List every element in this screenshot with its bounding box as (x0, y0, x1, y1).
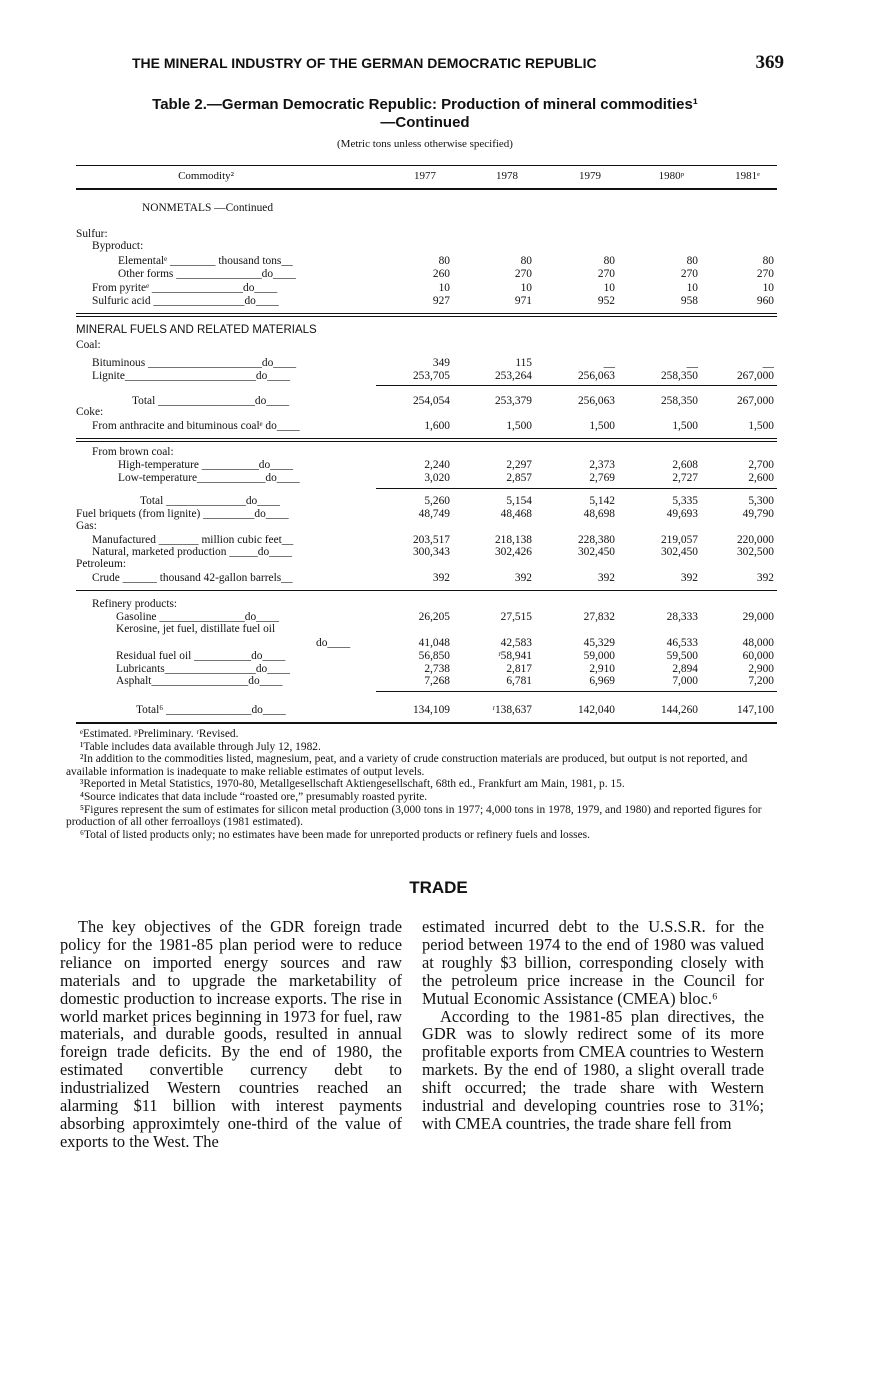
sum-line (376, 691, 777, 692)
table-row: Sulfuric acid ________________do____ 927 971 952 958 960 (92, 295, 774, 307)
column-header-1980: 1980ᵖ (658, 170, 684, 182)
running-title: THE MINERAL INDUSTRY OF THE GERMAN DEMOCRATIC REPUBLIC (132, 55, 597, 71)
table-row: Lubricants________________do____ 2,738 2,817 2,910 2,894 2,900 (116, 663, 774, 675)
footnote: ²In addition to the commodities listed, magnesium, peat, and a variety of crude construction materials are produced, but output is not reported, and available information is inadequate to make reliable estimates of output levels. (66, 753, 748, 778)
table-row: Residual fuel oil __________do____ 56,850 ʳ58,941 59,000 59,500 60,000 (116, 650, 774, 662)
sum-line (376, 488, 777, 489)
table-row: Fuel briquets (from lignite) _________do____ 48,749 48,468 48,698 49,693 49,790 (76, 508, 774, 520)
body-paragraph: The key objectives of the GDR foreign trade policy for the 1981-85 plan period were to reduce reliance on imported energy sources and raw materials and to upgrade the marketability of domestic production to increase exports. The rise in world market prices beginning in 1973 for fuel, raw materials, and durable goods, resulted in annual foreign trade deficits. By the end of 1980, the estimated convertible currency debt to industrialized Western countries reached an alarming $11 billion with interest payments absorbing approximtely one-third of the value of exports to the West. The (60, 917, 402, 1151)
table-row: NONMETALS —Continued (142, 202, 274, 214)
table-row: Low-temperature____________do____ 3,020 2,857 2,769 2,727 2,600 (118, 472, 774, 484)
table-bottom-rule (76, 722, 777, 724)
table-row: Sulfur: (76, 228, 108, 240)
section-divider (76, 590, 777, 591)
table-column-header (76, 170, 777, 186)
table-row: Crude ______ thousand 42-gallon barrels__ 392 392 392 392 392 (92, 572, 774, 584)
table-row: Total⁶ _______________do____ 134,109 ʳ138,637 142,040 144,260 147,100 (136, 704, 774, 716)
table-row: From pyriteᵉ ________________do____ 10 10 10 10 10 (92, 282, 774, 294)
body-column-left (60, 918, 402, 1151)
footnote: ³Reported in Metal Statistics, 1970-80, Metallgesellschaft Aktiengesellschaft, 68th ed., Frankfurt am Main, 1981, p. 15. (80, 778, 625, 791)
table-row: Gasoline _______________do____ 26,205 27,515 27,832 28,333 29,000 (116, 611, 774, 623)
table-row: Lignite_______________________do____ 253,705 253,264 256,063 258,350 267,000 (92, 370, 774, 382)
table-row: Asphalt_________________do____ 7,268 6,781 6,969 7,000 7,200 (116, 675, 774, 687)
page-number: 369 (755, 52, 784, 73)
table-row: Kerosine, jet fuel, distillate fuel oil (116, 623, 276, 635)
body-paragraph: According to the 1981-85 plan directives, the GDR was to slowly redirect some of its more profitable exports from CMEA countries to Western markets. By the end of 1980, a slight overall trade shift occurred; the trade share with Western industrial and developing countries rose to 31%; with CMEA countries, the trade share fell from (422, 1006, 764, 1133)
table-footnotes (66, 728, 778, 841)
section-heading-trade: TRADE (409, 878, 468, 897)
section-divider (76, 316, 777, 317)
section-divider (76, 441, 777, 442)
body-column-right (422, 918, 764, 1133)
table-row: Manufactured _______ million cubic feet__ 203,517 218,138 228,380 219,057 220,000 (92, 534, 774, 546)
table-top-rule (76, 165, 777, 166)
running-head (132, 52, 784, 74)
table-header-rule (76, 188, 777, 190)
table-row: Coke: (76, 406, 104, 418)
column-header-1981: 1981ᵉ (735, 170, 760, 182)
table-row: Total _________________do____ 254,054 253,379 256,063 258,350 267,000 (132, 395, 774, 407)
table-row: From anthracite and bituminous coalᵉ do____ 1,600 1,500 1,500 1,500 1,500 (92, 420, 774, 432)
table-row: Total ______________do____ 5,260 5,154 5,142 5,335 5,300 (140, 495, 774, 507)
table-row: Gas: (76, 520, 97, 532)
table-row: Bituminous ____________________do____ 349 115 __ __ __ (92, 357, 774, 369)
body-paragraph: estimated incurred debt to the U.S.S.R. for the period between 1974 to the end of 1980 was valued at roughly $3 billion, corresponding closely with the petroleum price increase in the Council for Mutual Economic Assistance (CMEA) bloc.⁶ (422, 917, 764, 1008)
table-row: From brown coal: (92, 446, 174, 458)
column-header-1979: 1979 (579, 170, 601, 182)
column-header-1978: 1978 (496, 170, 518, 182)
table-row: High-temperature __________do____ 2,240 2,297 2,373 2,608 2,700 (118, 459, 774, 471)
table-title-line1: Table 2.—German Democratic Republic: Production of mineral commodities¹ (152, 96, 698, 113)
footnote: ᵉEstimated. ᵖPreliminary. ʳRevised. (80, 728, 239, 740)
table-row: do____ 41,048 42,583 45,329 46,533 48,000 (316, 637, 774, 649)
table-row: Other forms _______________do____ 260 270 270 270 270 (118, 268, 774, 280)
sum-line (376, 385, 777, 386)
table-row: Petroleum: (76, 558, 126, 570)
table-row: Natural, marketed production _____do____ 300,343 302,426 302,450 302,450 302,500 (92, 546, 774, 558)
table-row: Coal: (76, 339, 101, 351)
table-subtitle: (Metric tons unless otherwise specified) (337, 138, 513, 150)
column-header-1977: 1977 (414, 170, 436, 182)
table-row: Refinery products: (92, 598, 178, 610)
footnote: ¹Table includes data available through July 12, 1982. (80, 740, 321, 753)
column-header-commodity: Commodity² (178, 170, 234, 182)
footnote: ⁶Total of listed products only; no estimates have been made for unreported products or refinery fuels and losses. (80, 828, 590, 841)
table-row: Elementalᵉ ________ thousand tons__ 80 80 80 80 80 (118, 255, 774, 267)
table-row: Byproduct: (92, 240, 144, 252)
footnote: ⁵Figures represent the sum of estimates for silicon metal production (3,000 tons in 1977; 4,000 tons in 1978, 1979, and 1980) and reported figures for production of all other ferroalloys (1981 estimated). (66, 803, 762, 829)
footnote: ⁴Source indicates that data include “roasted ore,” presumably roasted pyrite. (80, 790, 428, 803)
table-title (70, 96, 780, 132)
section-divider (76, 313, 777, 314)
table-row: MINERAL FUELS AND RELATED MATERIALS (76, 324, 317, 336)
section-divider (76, 438, 777, 439)
table-title-line2: —Continued (380, 114, 470, 131)
